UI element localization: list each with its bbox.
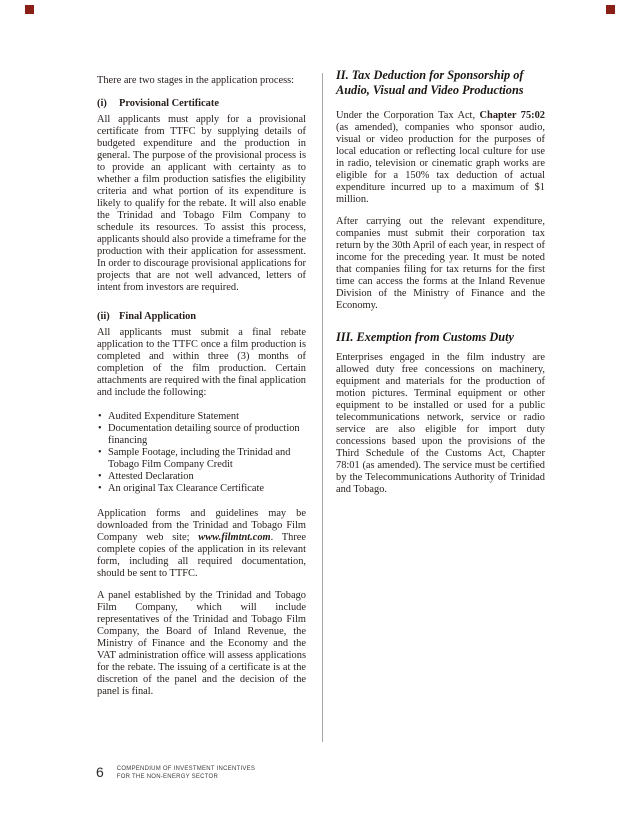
list-item: • Attested Declaration — [97, 471, 306, 483]
paragraph-customs-duty: Enterprises engaged in the film industry are allowed duty free concessions on machinery, equipment and materials for the production of motion pictures. Terminal equipment or other equipment to be installed or used for a public telecommunications network, service or radio service are also eligible for import duty concessions based upon the provisions of the Third Schedule of the Customs Act, Chapter 78:01 (as amended). The service must be certified by the Telecommunications Authority of Trinidad and Tobago. — [336, 351, 545, 495]
paragraph-tax-return: After carrying out the relevant expenditure, companies must submit their corporation tax return by the 30th April of each year, in respect of income for the preceding year. It must be noted that companies filing for tax returns for the first time can access the forms at the Inland Revenue Division of the Ministry of Finance and the Economy. — [336, 216, 545, 311]
list-item: • Documentation detailing source of production financing — [97, 423, 306, 447]
paragraph-application-forms — [97, 508, 306, 580]
right-column — [336, 68, 545, 506]
corner-mark-left — [25, 5, 34, 14]
paragraph-text: Under the Corporation Tax Act, — [336, 110, 480, 121]
subheading-provisional-certificate — [97, 98, 306, 110]
paragraph-text: . Three complete copies of the application in its relevant form, including all required documentation, should be sent to TTFC. — [97, 532, 307, 579]
list-item: • An original Tax Clearance Certificate — [97, 483, 306, 495]
subheading-title: Provisional Certificate — [119, 98, 219, 109]
corner-mark-right — [606, 5, 615, 14]
subheading-title: Final Application — [119, 311, 197, 322]
website-link[interactable]: www.filmtnt.com — [198, 532, 271, 543]
intro-paragraph: There are two stages in the application process: — [97, 75, 295, 86]
attachments-list — [97, 411, 306, 495]
page-number: 6 — [96, 764, 104, 780]
paragraph-corporation-tax — [336, 110, 545, 206]
footer-line-1: COMPENDIUM OF INVESTMENT INCENTIVES — [116, 766, 256, 772]
section-heading-customs-duty: III. Exemption from Customs Duty — [336, 330, 514, 344]
paragraph-text: Application forms and guidelines may be downloaded from the Trinidad and Tobago Film Company web site; — [97, 508, 306, 543]
page-footer — [96, 764, 255, 781]
list-item: • Audited Expenditure Statement — [97, 411, 306, 423]
paragraph-panel: A panel established by the Trinidad and Tobago Film Company, which will include representatives of the Trinidad and Tobago Film Company, the Board of Inland Revenue, the Ministry of Finance and the Economy and the VAT administration office will assess applications for the rebate. The issuing of a certificate is at the discretion of the panel and the decision of the panel is final. — [97, 590, 306, 697]
subheading-number: (i) — [97, 98, 107, 109]
section-heading-tax-deduction: II. Tax Deduction for Sponsorship of Audio, Visual and Video Productions — [336, 68, 524, 97]
subheading-number: (ii) — [97, 311, 110, 322]
paragraph-provisional-details: All applicants must apply for a provisional certificate from TTFC by supplying details of budgeted expenditure and the production in general. The purpose of the provisional process is to provide an applicant with certainty as to whether a film production satisfies the eligibility criteria and what portion of its expenditure is likely to qualify for the rebate. It will also enable the Trinidad and Tobago Film Company to schedule its resources. To assist this process, applicants should also provide a timeframe for the production with their application for assessment. In order to discourage provisional applications for projects that are not well advanced, letters of intent from investors are required. — [97, 114, 306, 293]
chapter-reference: Chapter 75:02 — [479, 110, 546, 121]
list-item: • Sample Footage, including the Trinidad and Tobago Film Company Credit — [97, 447, 306, 471]
paragraph-final-application-details: All applicants must submit a final rebate application to the TTFC once a film production is completed and within three (3) months of completion of the film production. Certain attachments are required with the final application and include the following: — [97, 327, 306, 398]
paragraph-text: (as amended), companies who sponsor audio, visual or video production for the purposes of local education or reflecting local culture for use in radio, television or cinematic graph works are eligible for a 150% tax deduction of actual expenditure incurred up to a maximum of $1 million. — [336, 122, 545, 205]
left-column — [97, 68, 306, 708]
footer-line-2: FOR THE NON-ENERGY SECTOR — [116, 773, 219, 780]
subheading-final-application — [97, 311, 306, 323]
footer-title — [117, 766, 255, 781]
column-divider — [322, 73, 323, 742]
